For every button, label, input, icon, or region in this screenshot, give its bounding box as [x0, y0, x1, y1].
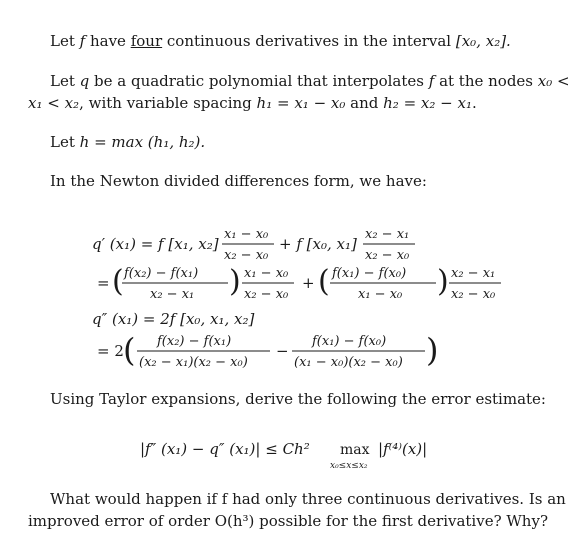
eq2-fracD-numerator: x₂ − x₁ [451, 266, 496, 281]
h-max-expression: h = max (h₁, h₂). [79, 133, 206, 151]
symbol-f: f [79, 32, 86, 50]
estimate-max: max [340, 442, 370, 458]
eq1-frac2-numerator: x₂ − x₁ [365, 227, 410, 242]
estimate-rhs: |f⁽⁴⁾(x)| [378, 440, 428, 458]
intro-text-b: have [85, 32, 131, 50]
eq2-plus: + [302, 274, 315, 292]
interpolation-sentence-line-1 [50, 71, 570, 91]
intro-sentence [50, 31, 511, 51]
interp-text-a: Let [50, 72, 80, 90]
eq1-frac1-denominator: x₂ − x₀ [224, 248, 269, 263]
newton-form-sentence: In the Newton divided differences form, we have: [50, 172, 427, 190]
eq2-fracA-numerator: f(x₂) − f(x₁) [124, 266, 199, 281]
h2-definition: h₂ = x₂ − x₁ [383, 94, 472, 112]
estimate-lhs: |f″ (x₁) − q″ (x₁)| ≤ Ch² [140, 440, 310, 458]
eq2-fracB-denominator: x₂ − x₀ [244, 287, 289, 302]
interval-expression: [x₀, x₂]. [455, 32, 511, 50]
eq2-fracB-numerator: x₁ − x₀ [244, 266, 289, 281]
eq2-paren-close-a: ) [229, 264, 241, 299]
interp-text-b: be a quadratic polynomial that interpolates [89, 72, 429, 90]
eq1-frac1-numerator: x₁ − x₀ [224, 227, 269, 242]
h1-definition: h₁ = x₁ − x₀ [256, 94, 346, 112]
eq2-paren-close-c: ) [437, 264, 449, 299]
interp-text-d: , with variable spacing [79, 94, 257, 112]
h-def-text: Let [50, 133, 80, 151]
eq3-second-derivative: q″ (x₁) = 2f [x₀, x₁, x₂] [92, 310, 255, 328]
interp-text-f: . [471, 94, 477, 112]
eq2-paren-open-a: ( [112, 264, 124, 299]
eq2-equals: = [97, 274, 110, 292]
eq2-fracA-denominator: x₂ − x₁ [150, 287, 195, 302]
h-definition-sentence [50, 132, 205, 152]
error-estimate [0, 428, 586, 478]
eq4-minus: − [276, 342, 289, 360]
interpolation-sentence-line-2 [28, 93, 477, 113]
symbol-f-2: f [428, 72, 435, 90]
eq1-plus-term: + f [x₀, x₁] [279, 235, 357, 253]
question-line-1: What would happen if f had only three continuous derivatives. Is an [50, 490, 566, 508]
equations-block [0, 215, 586, 375]
taylor-instruction: Using Taylor expansions, derive the following the error estimate: [50, 390, 546, 408]
symbol-q: q [79, 72, 90, 90]
eq2-fracC-denominator: x₁ − x₀ [358, 287, 403, 302]
eq4-paren-open: ( [123, 331, 136, 369]
eq1-lhs: q′ (x₁) = f [x₁, x₂] [92, 235, 219, 253]
interp-text-e: and [345, 94, 384, 112]
emphasis-four: four [130, 32, 163, 50]
eq4-paren-close: ) [426, 331, 439, 369]
eq4-fracA-denominator: (x₂ − x₁)(x₂ − x₀) [139, 355, 248, 370]
eq2-paren-open-c: ( [318, 264, 330, 299]
interp-text-c: at the nodes [434, 72, 538, 90]
eq1-frac2-denominator: x₂ − x₀ [365, 248, 410, 263]
eq4-fracB-denominator: (x₁ − x₀)(x₂ − x₀) [294, 355, 403, 370]
eq4-fracA-numerator: f(x₂) − f(x₁) [157, 334, 232, 349]
eq2-fracC-numerator: f(x₁) − f(x₀) [332, 266, 407, 281]
estimate-max-subscript: x₀≤x≤x₂ [330, 461, 368, 471]
intro-text-a: Let [50, 32, 80, 50]
nodes-end: x₁ < x₂ [28, 94, 80, 112]
eq2-fracD-denominator: x₂ − x₀ [451, 287, 496, 302]
eq4-fracB-numerator: f(x₁) − f(x₀) [312, 334, 387, 349]
intro-text-c: continuous derivatives in the interval [162, 32, 456, 50]
eq4-lead: = 2 [97, 342, 124, 360]
question-line-2: improved error of order O(h³) possible for the first derivative? Why? [28, 512, 548, 530]
nodes-start: x₀ < [537, 72, 570, 90]
